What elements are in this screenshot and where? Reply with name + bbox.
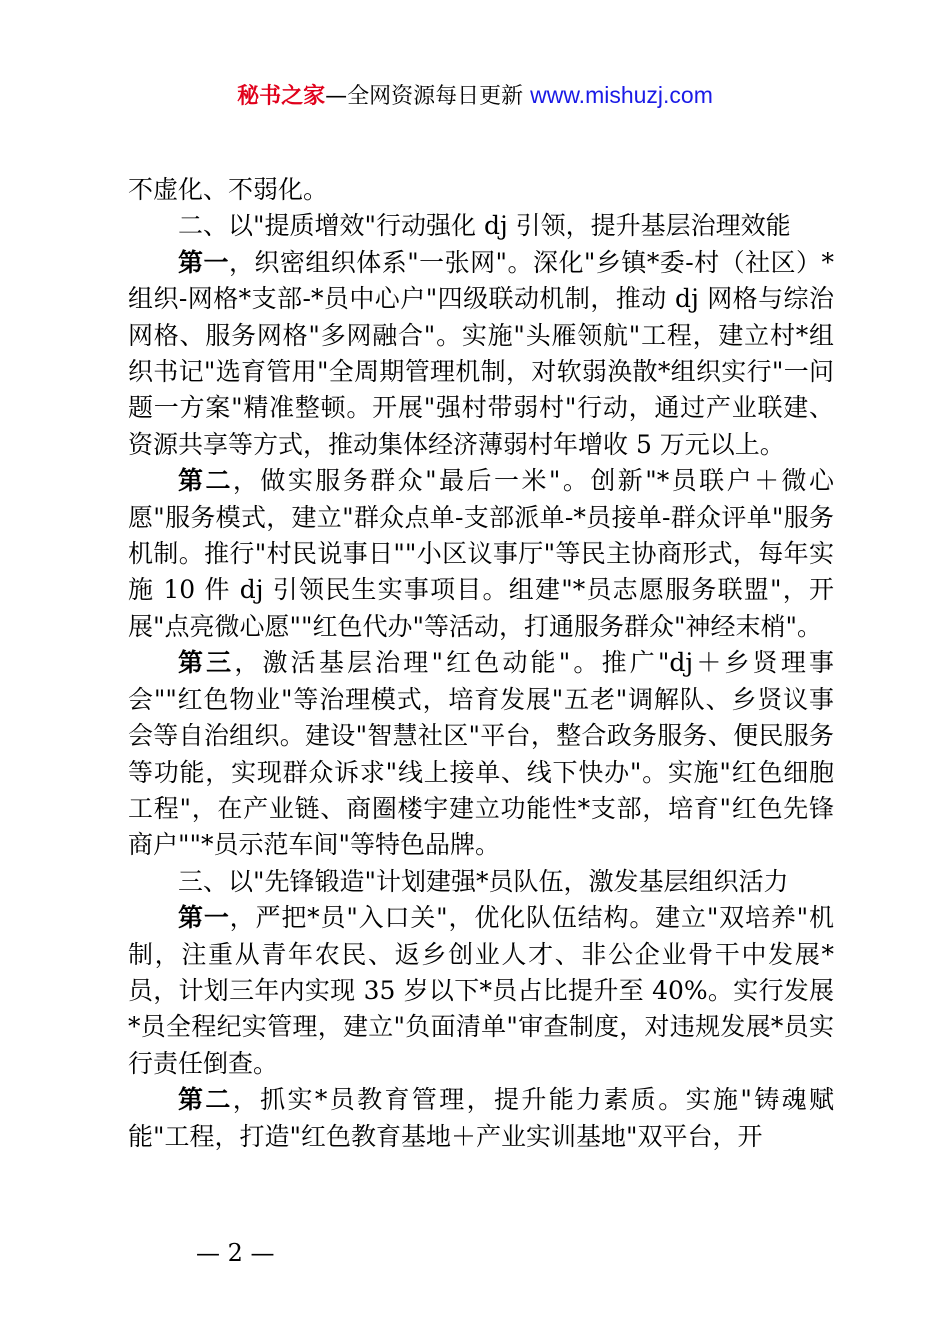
paragraph-text: ，做实服务群众"最后一米"。创新"*员联户＋微心愿"服务模式，建立"群众点单-支部派单-*员接单-群众评单"服务机制。推行"村民说事日""小区议事厅"等民主协商形式，每年实施 10 件 dj 引领民生实事项目。组建"*员志愿服务联盟"，开展"点亮微心愿""红色代办"等活动，打通服务群众"神经末梢"。	[128, 466, 834, 641]
page-number: — 2 —	[196, 1239, 275, 1267]
paragraph-text: ，织密组织体系"一张网"。深化"乡镇*委-村（社区）*组织-网格*支部-*员中心户"四级联动机制，推动 dj 网格与综治网格、服务网格"多网融合"。实施"头雁领航"工程，建立村*组织书记"选育管用"全周期管理机制，对软弱涣散*组织实行"一问题一方案"精准整顿。开展"强村带弱村"行动，通过产业联建、资源共享等方式，推动集体经济薄弱村年增收 5 万元以上。	[128, 247, 834, 459]
paragraph-text: ，抓实*员教育管理，提升能力素质。实施"铸魂赋能"工程，打造"红色教育基地＋产业实训基地"双平台，开	[128, 1085, 834, 1151]
paragraph-lead: 第二	[178, 466, 233, 496]
site-tagline: —全网资源每日更新	[325, 84, 531, 109]
site-header	[0, 80, 950, 112]
paragraph-1	[128, 245, 834, 463]
paragraph-lead: 第一	[178, 247, 229, 277]
site-url-link[interactable]: www.mishuzj.com	[530, 82, 713, 108]
paragraph-4	[128, 900, 834, 1082]
section-heading-2: 二、以"提质增效"行动强化 dj 引领，提升基层治理效能	[178, 211, 791, 241]
document-body	[128, 172, 834, 1155]
paragraph-text: ，激活基层治理"红色动能"。推广"dj＋乡贤理事会""红色物业"等治理模式，培育发展"五老"调解队、乡贤议事会等自治组织。建设"智慧社区"平台，整合政务服务、便民服务等功能，实现群众诉求"线上接单、线下快办"。实施"红色细胞工程"，在产业链、商圈楼宇建立功能性*支部，培育"红色先锋商户""*员示范车间"等特色品牌。	[128, 648, 834, 860]
section-heading-3: 三、以"先锋锻造"计划建强*员队伍，激发基层组织活力	[178, 866, 789, 896]
paragraph-lead: 第二	[178, 1085, 233, 1115]
site-brand: 秘书之家	[237, 84, 326, 109]
paragraph-2	[128, 463, 834, 645]
paragraph-continuation: 不虚化、不弱化。	[128, 175, 329, 204]
paragraph-lead: 第三	[178, 648, 235, 678]
paragraph-text: ，严把*员"入口关"，优化队伍结构。建立"双培养"机制，注重从青年农民、返乡创业人才、非公企业骨干中发展*员，计划三年内实现 35 岁以下*员占比提升至 40%。实行发展*员全程纪实管理，建立"负面清单"审查制度，对违规发展*员实行责任倒查。	[128, 903, 834, 1078]
paragraph-lead: 第一	[178, 903, 230, 933]
paragraph-5	[128, 1082, 834, 1155]
paragraph-3	[128, 645, 834, 863]
